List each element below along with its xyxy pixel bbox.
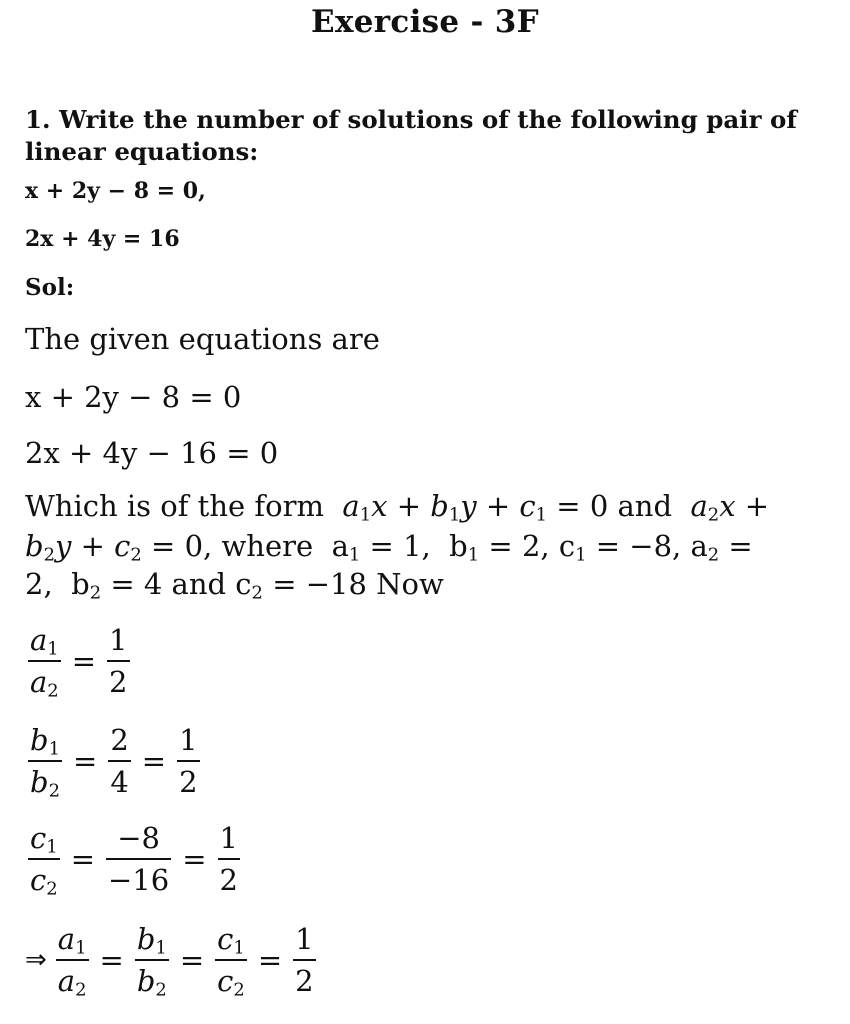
fraction-c-ratio-value bbox=[218, 821, 240, 897]
solution-label: Sol: bbox=[25, 274, 75, 301]
b-ratio-unsimplified-num: 2 bbox=[110, 723, 129, 757]
coef-b2: $b_2 = 4$ bbox=[61, 567, 163, 604]
coef-a1: $a_1 = 1$, bbox=[322, 529, 431, 566]
fraction-c1-over-c2: $\frac{c_1}{c_2}$ bbox=[30, 821, 58, 900]
question-equation-1: x + 2y − 8 = 0, bbox=[25, 178, 206, 204]
c-ratio-unsimplified-den: −16 bbox=[108, 863, 170, 897]
ratio-c: $\frac{c_1}{c_2}$ = $\frac{-8}{-16}$ = $\frac{1}{2}$ bbox=[30, 821, 238, 900]
ratio-conclusion: ⇒ $\frac{a_1}{a_2}$ = $\frac{b_1}{b_2}$ = $\frac{c_1}{c_2}$ = $\frac{1}{2}$ bbox=[25, 922, 314, 1001]
form-intro-text: Which is of the form bbox=[25, 489, 324, 523]
a-ratio-den: 2 bbox=[109, 665, 128, 699]
fraction-a1-over-a2: $\frac{a_1}{a_2}$ bbox=[30, 623, 59, 702]
fraction-a-ratio-value bbox=[107, 623, 129, 699]
fraction-conclusion-value bbox=[293, 922, 315, 998]
fraction-b-ratio-value bbox=[177, 723, 199, 799]
fraction-b1-over-b2: $\frac{b_1}{b_2}$ bbox=[30, 723, 61, 802]
coef-b1: $b_1 = 2$, bbox=[439, 529, 550, 566]
fraction-c-ratio-unsimplified bbox=[106, 821, 171, 897]
fraction-b1-over-b2-conclusion: $\frac{b_1}{b_2}$ bbox=[136, 922, 167, 1001]
now-word: Now bbox=[376, 567, 444, 601]
page-title: Exercise - 3F bbox=[311, 4, 539, 40]
general-form-eq2-part-a: $a_2x$ + bbox=[690, 489, 770, 526]
coef-a2-value: 2 bbox=[25, 567, 44, 601]
question-text: 1. Write the number of solutions of the following pair of linear equations: bbox=[25, 105, 797, 166]
coef-a1-value: 1 bbox=[403, 529, 422, 563]
general-form-line-3: 2, $b_2 = 4$ and $c_2 = -18$ Now bbox=[25, 567, 444, 604]
question-equation-2: 2x + 4y = 16 bbox=[25, 226, 180, 252]
where-word: , where bbox=[203, 529, 314, 563]
and-word-2: and bbox=[171, 567, 227, 601]
fraction-a1-over-a2-conclusion: $\frac{a_1}{a_2}$ bbox=[57, 922, 87, 1001]
conclusion-den: 2 bbox=[295, 964, 314, 998]
coef-a2-lhs: $a_2$ = bbox=[690, 529, 753, 566]
coef-c1: $c_1 = -8$, bbox=[558, 529, 682, 566]
coef-c2-value: −18 bbox=[305, 567, 367, 601]
general-form-eq2-part-b: $b_2y + c_2 = 0$ bbox=[25, 529, 204, 566]
c-ratio-den: 2 bbox=[219, 863, 238, 897]
c-ratio-num: 1 bbox=[219, 821, 238, 855]
general-form-line-2 bbox=[25, 529, 753, 566]
coef-b1-value: 2 bbox=[521, 529, 541, 563]
implies-symbol: ⇒ bbox=[25, 945, 47, 975]
and-word: and bbox=[617, 489, 673, 523]
coef-b2-value: 4 bbox=[143, 567, 163, 601]
fraction-c1-over-c2-conclusion: $\frac{c_1}{c_2}$ bbox=[217, 922, 245, 1001]
b-ratio-num: 1 bbox=[179, 723, 198, 757]
b-ratio-den: 2 bbox=[179, 765, 198, 799]
fraction-b-ratio-unsimplified bbox=[108, 723, 130, 799]
solution-intro: The given equations are bbox=[25, 322, 380, 356]
ratio-b: $\frac{b_1}{b_2}$ = $\frac{2}{4}$ = $\frac{1}{2}$ bbox=[30, 723, 198, 802]
general-form-eq1-part: $a_1x + b_1y + c_1 = 0$ bbox=[342, 489, 618, 526]
coef-c2: $c_2 = -18$ bbox=[235, 567, 367, 604]
b-ratio-unsimplified-den: 4 bbox=[110, 765, 129, 799]
a-ratio-num: 1 bbox=[109, 623, 128, 657]
coef-c1-value: −8 bbox=[629, 529, 673, 563]
conclusion-num: 1 bbox=[295, 922, 314, 956]
solution-equation-2: 2x + 4y − 16 = 0 bbox=[25, 436, 279, 470]
c-ratio-unsimplified-num: −8 bbox=[117, 821, 160, 855]
solution-equation-1: x + 2y − 8 = 0 bbox=[25, 380, 242, 414]
ratio-a: $\frac{a_1}{a_2}$ = $\frac{1}{2}$ bbox=[30, 623, 128, 702]
general-form-line-1 bbox=[25, 489, 770, 526]
